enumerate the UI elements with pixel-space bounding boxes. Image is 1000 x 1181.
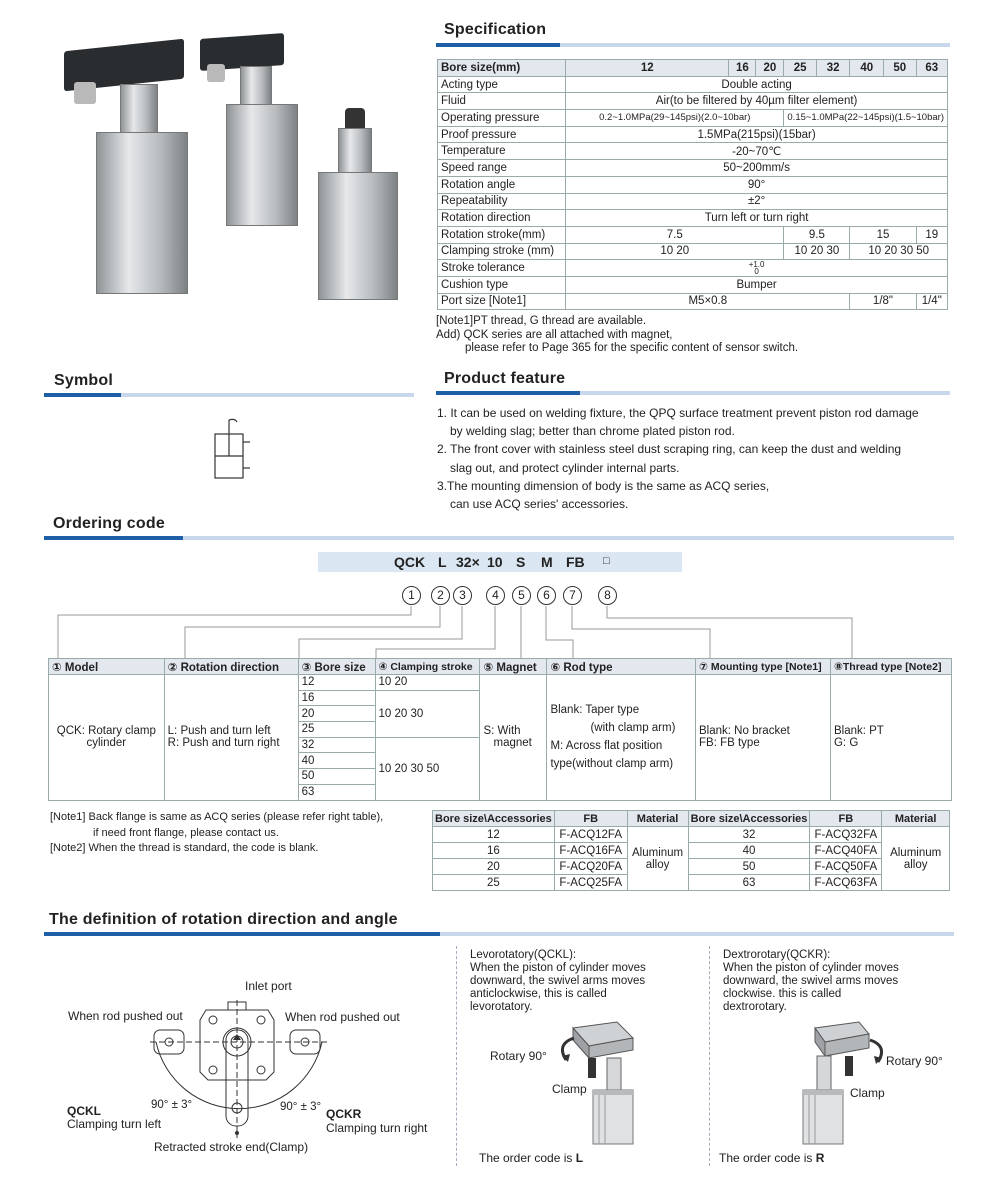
stroke-cell: 10 20 30 [375, 690, 480, 737]
acc-header: Material [882, 811, 950, 827]
feature-title: Product feature [444, 370, 566, 387]
pushed-out-left-label: When rod pushed out [68, 1009, 183, 1023]
spec-bore-50: 50 [884, 60, 916, 77]
clamp-label-right: Clamp [850, 1086, 885, 1100]
ordering-header: ⑥ Rod type [547, 659, 696, 675]
levo-line: downward, the swivel arms moves [470, 975, 646, 987]
acc-bore: 12 [433, 827, 555, 843]
spec-header-label: Bore size(mm) [438, 60, 566, 77]
spec-label: Cushion type [438, 276, 566, 293]
divider-dashed [456, 946, 457, 1166]
rotation-def-title: The definition of rotation direction and angle [49, 911, 398, 928]
acc-bore: 63 [688, 875, 810, 891]
qckr-desc: Clamping turn right [326, 1121, 428, 1135]
code-number-circle: 4 [486, 586, 505, 605]
acc-part: F-ACQ40FA [810, 843, 882, 859]
ordering-header: ① Model [49, 659, 165, 675]
dextro-line: dextrorotary. [723, 1001, 787, 1013]
spec-label: Speed range [438, 160, 566, 177]
acc-material [882, 827, 950, 891]
spec-bore-40: 40 [850, 60, 884, 77]
spec-label: Operating pressure [438, 110, 566, 127]
spec-label: Clamping stroke (mm) [438, 243, 566, 260]
rotation-line: L: Push and turn left [167, 725, 271, 738]
spec-label: Repeatability [438, 193, 566, 210]
angle-right-label: 90° ± 3° [280, 1101, 322, 1113]
rod-cell [547, 675, 696, 801]
feature-line: slag out, and protect cylinder internal parts. [450, 460, 680, 475]
magnet-line: magnet [493, 737, 532, 750]
rod-line: M: Across flat position [550, 740, 663, 753]
spec-value: 1.5MPa(215psi)(15bar) [566, 126, 948, 143]
dextro-desc [723, 949, 899, 1014]
ordering-header: ④ Clamping stroke [375, 659, 480, 675]
rotary-label-left: Rotary 90° [490, 1049, 547, 1063]
symbol-title: Symbol [54, 372, 113, 389]
acc-part: F-ACQ16FA [554, 843, 627, 859]
spec-value: -20~70℃ [566, 143, 948, 160]
ordering-notes [50, 810, 383, 857]
spec-value: 90° [566, 176, 948, 193]
ordering-note: [Note2] When the thread is standard, the code is blank. [50, 842, 319, 854]
spec-value: Turn left or turn right [566, 210, 948, 227]
dextro-line: When the piston of cylinder moves [723, 962, 899, 974]
spec-value: 0.2~1.0MPa(29~145psi)(2.0~10bar) [566, 110, 784, 127]
stroke-cell: 10 20 [375, 675, 480, 691]
ordering-header: ⑦ Mounting type [Note1] [696, 659, 831, 675]
spec-value: Bumper [566, 276, 948, 293]
code-number-circle: 6 [537, 586, 556, 605]
angle-left-label: 90° ± 3° [151, 1099, 193, 1111]
acc-material-line: Aluminum [632, 846, 684, 859]
code-number-circle: 3 [453, 586, 472, 605]
ordering-header: ⑧Thread type [Note2] [830, 659, 951, 675]
spec-value: Air(to be filtered by 40µm filter element) [566, 93, 948, 110]
bore-cell: 32 [298, 737, 375, 753]
feature-line: 2. The front cover with stainless steel dust scraping ring, can keep the dust and welding [437, 442, 902, 457]
dextro-line: clockwise. this is called [723, 988, 842, 1000]
code-number-circle: 8 [598, 586, 617, 605]
order-code-seg: 10 [487, 554, 503, 570]
spec-value: 15 [850, 226, 916, 243]
spec-note: [Note1]PT thread, G thread are available. [436, 315, 647, 327]
order-code-seg: L [438, 554, 447, 570]
rod-line: type(without clamp arm) [550, 758, 674, 771]
levo-desc [470, 949, 646, 1014]
ordering-row [49, 675, 952, 691]
order-code-letter-r: R [815, 1151, 825, 1165]
acc-row [433, 843, 950, 859]
spec-bore-63: 63 [916, 60, 948, 77]
acc-bore: 25 [433, 875, 555, 891]
retracted-label: Retracted stroke end(Clamp) [154, 1140, 309, 1154]
ordering-header: ② Rotation direction [164, 659, 298, 675]
acc-header: Bore size\Accessories [433, 811, 555, 827]
divider-dashed [709, 946, 710, 1166]
stroke-cell: 10 20 30 50 [375, 737, 480, 800]
ordering-note: [Note1] Back flange is same as ACQ series (please refer right table), [50, 811, 384, 823]
acc-header: FB [554, 811, 627, 827]
spec-label: Rotation angle [438, 176, 566, 193]
model-cell [49, 675, 165, 801]
order-code-prefix: The order code is [479, 1151, 576, 1165]
spec-note: Add) QCK series are all attached with magnet, [436, 328, 673, 341]
acc-part: F-ACQ32FA [810, 827, 882, 843]
feature-line: by welding slag; better than chrome plated piston rod. [450, 424, 735, 439]
order-code-seg: 32× [456, 554, 480, 570]
mounting-line: Blank: No bracket [699, 725, 790, 738]
tolerance-sub: 0 [754, 267, 759, 277]
bore-cell: 40 [298, 753, 375, 769]
spec-value: M5×0.8 [566, 293, 850, 310]
ordering-header: ⑤ Magnet [480, 659, 547, 675]
ordering-header-row [49, 659, 952, 675]
accessories-header-row [433, 811, 950, 827]
spec-value: 1/4" [916, 293, 948, 310]
spec-value: 9.5 [784, 226, 850, 243]
acc-part: F-ACQ20FA [554, 859, 627, 875]
thread-line: G: G [833, 737, 859, 750]
feature-line: 1. It can be used on welding fixture, the QPQ surface treatment prevent piston rod damage [437, 406, 919, 420]
accessories-table [432, 810, 950, 891]
acc-part: F-ACQ50FA [810, 859, 882, 875]
bore-cell: 16 [298, 690, 375, 706]
acc-material-line: Aluminum [890, 846, 942, 859]
magnet-line: S: With [483, 725, 521, 738]
acc-header: Bore size\Accessories [688, 811, 810, 827]
thread-cell [830, 675, 951, 801]
spec-value: 1/8" [850, 293, 916, 310]
acc-part: F-ACQ12FA [554, 827, 627, 843]
qckl-desc: Clamping turn left [67, 1117, 162, 1131]
order-code-right [719, 1151, 824, 1165]
spec-value: 10 20 30 [784, 243, 850, 260]
levo-line: When the piston of cylinder moves [470, 962, 646, 974]
spec-label: Port size [Note1] [438, 293, 566, 310]
spec-title: Specification [444, 21, 547, 38]
order-code-seg: □ [603, 555, 610, 567]
spec-label: Stroke tolerance [438, 260, 566, 277]
acc-bore: 32 [688, 827, 810, 843]
acc-row [433, 827, 950, 843]
spec-label: Rotation direction [438, 210, 566, 227]
magnet-cell [480, 675, 547, 801]
bore-cell: 12 [298, 675, 375, 691]
model-line: QCK: Rotary clamp [56, 725, 156, 738]
pushed-out-right-label: When rod pushed out [285, 1010, 400, 1024]
acc-bore: 16 [433, 843, 555, 859]
spec-bore-32: 32 [816, 60, 850, 77]
order-code-left [479, 1151, 583, 1165]
ordering-header: ③ Bore size [298, 659, 375, 675]
spec-note: please refer to Page 365 for the specific content of sensor switch. [465, 342, 799, 354]
acc-bore: 50 [688, 859, 810, 875]
clamp-label-left: Clamp [552, 1082, 587, 1096]
mounting-cell [696, 675, 831, 801]
spec-value: 50~200mm/s [566, 160, 948, 177]
feature-line: 3.The mounting dimension of body is the same as ACQ series, [437, 478, 770, 493]
spec-value: 19 [916, 226, 948, 243]
spec-value: 7.5 [566, 226, 784, 243]
acc-material-line: alloy [903, 858, 928, 871]
acc-part: F-ACQ25FA [554, 875, 627, 891]
qckl-label: QCKL [67, 1104, 101, 1118]
order-code-seg: S [516, 554, 526, 570]
spec-value: 0.15~1.0MPa(22~145psi)(1.5~10bar) [784, 110, 948, 127]
rotation-def-underline [44, 932, 954, 936]
levo-line: Levorotatory(QCKL): [470, 949, 577, 961]
code-number-circle: 5 [512, 586, 531, 605]
order-code-seg: M [541, 554, 553, 570]
bore-cell: 25 [298, 722, 375, 738]
levo-line: anticlockwise, this is called [470, 988, 607, 1000]
model-line: cylinder [86, 737, 127, 750]
spec-value: Double acting [566, 76, 948, 93]
spec-bore-20: 20 [756, 60, 784, 77]
order-code-prefix: The order code is [719, 1151, 816, 1165]
rotary-label-right: Rotary 90° [886, 1054, 943, 1068]
spec-value: ±2° [566, 193, 948, 210]
bore-cell: 50 [298, 769, 375, 785]
order-code-seg: QCK [394, 554, 426, 570]
feature-line: can use ACQ series' accessories. [450, 497, 629, 512]
spec-label: Fluid [438, 93, 566, 110]
spec-bore-16: 16 [729, 60, 756, 77]
spec-label: Temperature [438, 143, 566, 160]
ordering-title: Ordering code [53, 515, 165, 532]
acc-header: FB [810, 811, 882, 827]
acc-material-line: alloy [645, 858, 670, 871]
qckr-label: QCKR [326, 1107, 362, 1121]
order-code-seg: FB [566, 554, 585, 570]
acc-material [627, 827, 688, 891]
bore-cell: 63 [298, 784, 375, 800]
rotation-line: R: Push and turn right [167, 737, 280, 750]
code-number-circle: 2 [431, 586, 450, 605]
ordering-table [48, 658, 952, 801]
bore-cell: 20 [298, 706, 375, 722]
acc-row [433, 859, 950, 875]
acc-bore: 20 [433, 859, 555, 875]
rod-line: Blank: Taper type [550, 704, 640, 717]
code-number-circle: 7 [563, 586, 582, 605]
code-number-circle: 1 [402, 586, 421, 605]
acc-bore: 40 [688, 843, 810, 859]
spec-label: Acting type [438, 76, 566, 93]
rotary-arrow-icon [552, 1034, 582, 1064]
inlet-port-label: Inlet port [245, 979, 292, 993]
spec-bore-12: 12 [566, 60, 729, 77]
rotation-cell [164, 675, 298, 801]
acc-part: F-ACQ63FA [810, 875, 882, 891]
spec-bore-25: 25 [784, 60, 816, 77]
acc-header: Material [627, 811, 688, 827]
rod-line: (with clamp arm) [590, 722, 676, 735]
spec-value: 10 20 [566, 243, 784, 260]
order-code-letter-l: L [575, 1151, 584, 1165]
mounting-line: FB: FB type [699, 737, 760, 750]
dextro-line: Dextrorotary(QCKR): [723, 949, 831, 961]
levo-line: levorotatory. [470, 1001, 533, 1013]
spec-label: Proof pressure [438, 126, 566, 143]
spec-value: 10 20 30 50 [850, 243, 948, 260]
spec-label: Rotation stroke(mm) [438, 226, 566, 243]
thread-line: Blank: PT [833, 725, 884, 738]
tolerance-sup: +1.0 [748, 260, 765, 270]
acc-row [433, 875, 950, 891]
dextro-line: downward, the swivel arms moves [723, 975, 899, 987]
ordering-note: if need front flange, please contact us. [93, 826, 279, 839]
